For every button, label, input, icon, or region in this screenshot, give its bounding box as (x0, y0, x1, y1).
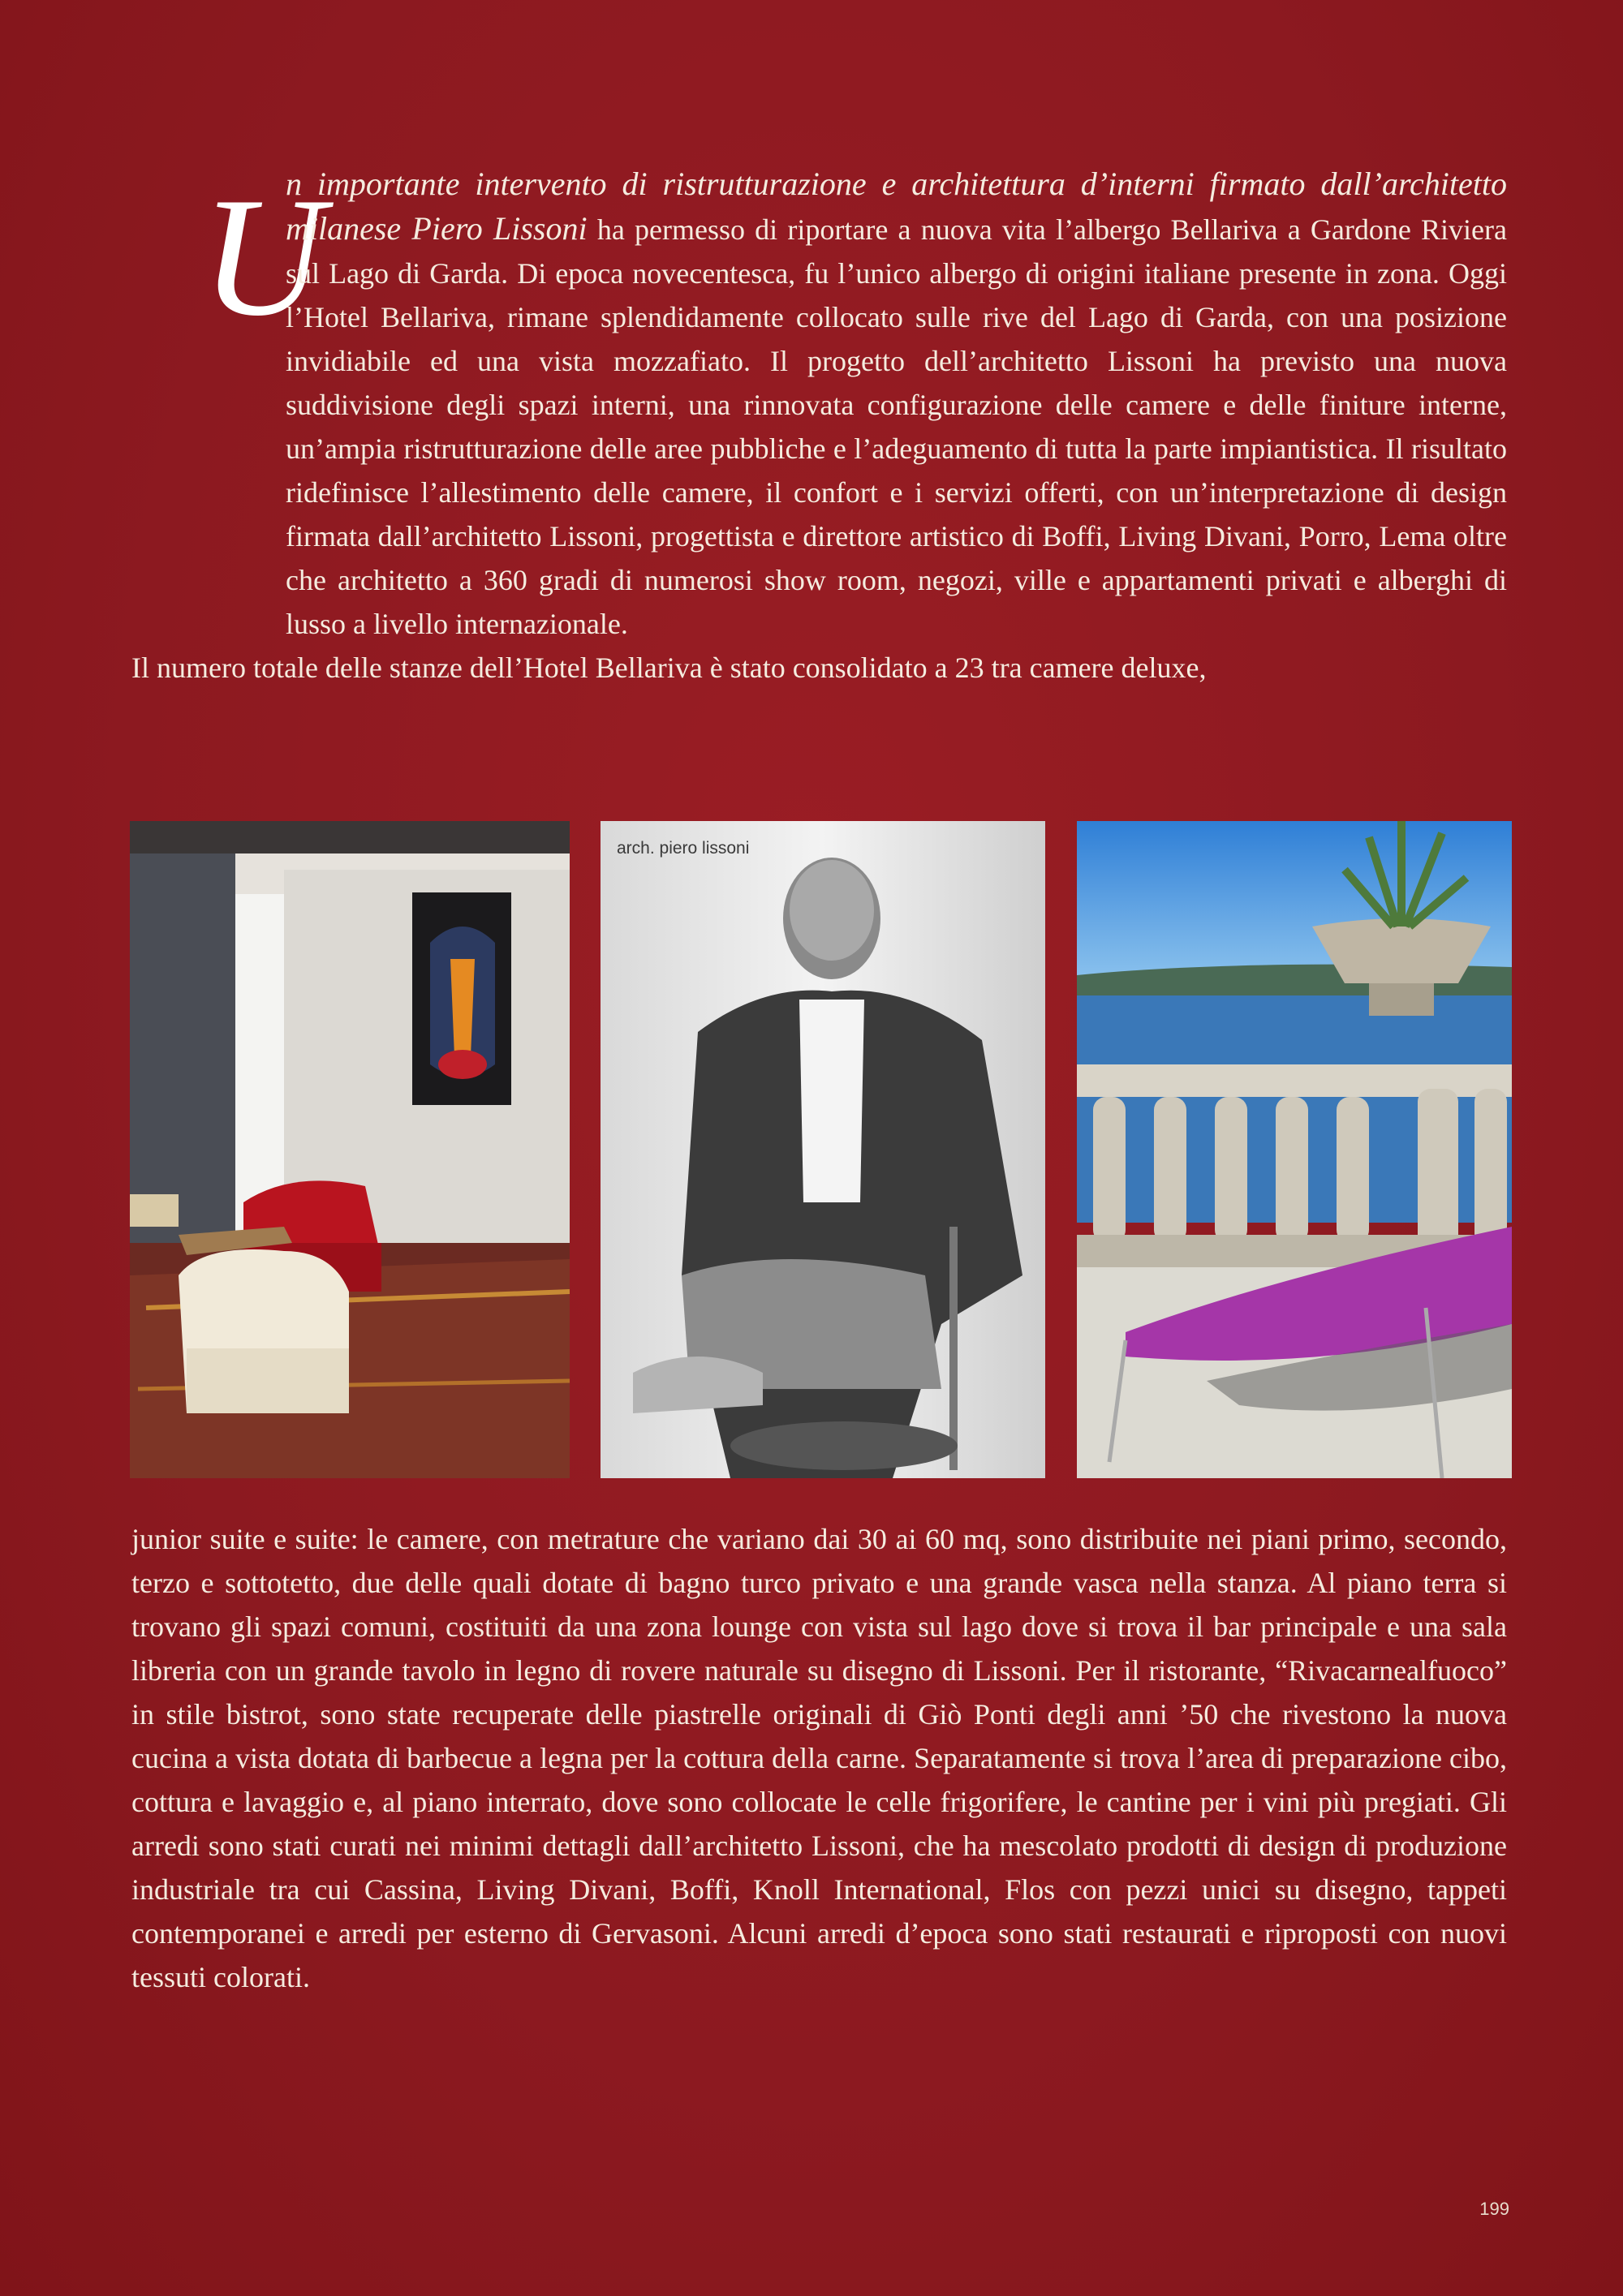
lounge-interior-photo (130, 821, 570, 1478)
lake-terrace-photo (1077, 821, 1512, 1478)
continuation-paragraph (131, 1517, 1507, 1999)
photo-strip (130, 821, 1512, 1478)
intro-last-line: Il numero totale delle stanze dell’Hotel Bellariva è stato consolidato a 23 tra camere deluxe, (131, 651, 1207, 684)
page-number: 199 (1479, 2199, 1509, 2219)
intro-italic-lede: n importante intervento di ristrutturazione e architettura d’interni firmato dall’architetto milanese Piero Lissoni (286, 166, 1507, 247)
intro-body: ha permesso di riportare a nuova vita l’albergo Bellariva a Gardone Riviera sul Lago di Garda. Di epoca novecentesca, fu l’unico albergo di origini italiane presente in zona. Oggi l’Hotel Bellariva, rimane splendidamente collocato sulle rive del Lago di Garda, con una posizione invidiabile ed una vista mozzafiato. Il progetto dell’architetto Lissoni ha previsto una nuova suddivisione degli spazi interni, una rinnovata configurazione delle camere e delle finiture interne, un’ampia ristrutturazione delle aree pubbliche e l’adeguamento di tutta la parte impiantistica. Il risultato ridefinisce l’allestimento delle camere, il confort e i servizi offerti, con un’interpretazione di design firmata dall’architetto Lissoni, progettista e direttore artistico di Boffi, Living Divani, Porro, Lema oltre che architetto a 360 gradi di numerosi show room, negozi, ville e appartamenti privati e alberghi di lusso a livello internazionale. (286, 213, 1507, 640)
continuation-text: junior suite e suite: le camere, con metrature che variano dai 30 ai 60 mq, sono distribuite nei piani primo, secondo, terzo e sottotetto, due delle quali dotate di bagno turco privato e una grande vasca nella stanza. Al piano terra si trovano gli spazi comuni, costituiti da una zona lounge con vista sul lago dove si trova il bar principale e una sala libreria con un grande tavolo in legno di rovere naturale su disegno di Lissoni. Per il ristorante, “Rivacarnealfuoco” in stile bistrot, sono state recuperate delle piastrelle originali di Giò Ponti degli anni ’50 che rivestono la nuova cucina a vista dotata di barbecue a legna per la cottura della carne. Separatamente si trova l’area di preparazione cibo, cottura e lavaggio e, al piano interrato, dove sono collocate le celle frigorifere, le cantine per i vini più pregiati. Gli arredi sono stati curati nei minimi dettagli dall’architetto Lissoni, che ha mescolato prodotti di design di produzione industriale tra cui Cassina, Living Divani, Boffi, Knoll International, Flos con pezzi unici su disegno, tappeti contemporanei e arredi per esterno di Gervasoni. Alcuni arredi d’epoca sono stati restaurati e riproposti con nuovi tessuti colorati. (131, 1523, 1507, 1993)
architect-portrait-photo (601, 821, 1045, 1478)
portrait-caption: arch. piero lissoni (617, 839, 750, 858)
drop-cap: U (201, 163, 325, 351)
intro-paragraph (131, 162, 1507, 690)
